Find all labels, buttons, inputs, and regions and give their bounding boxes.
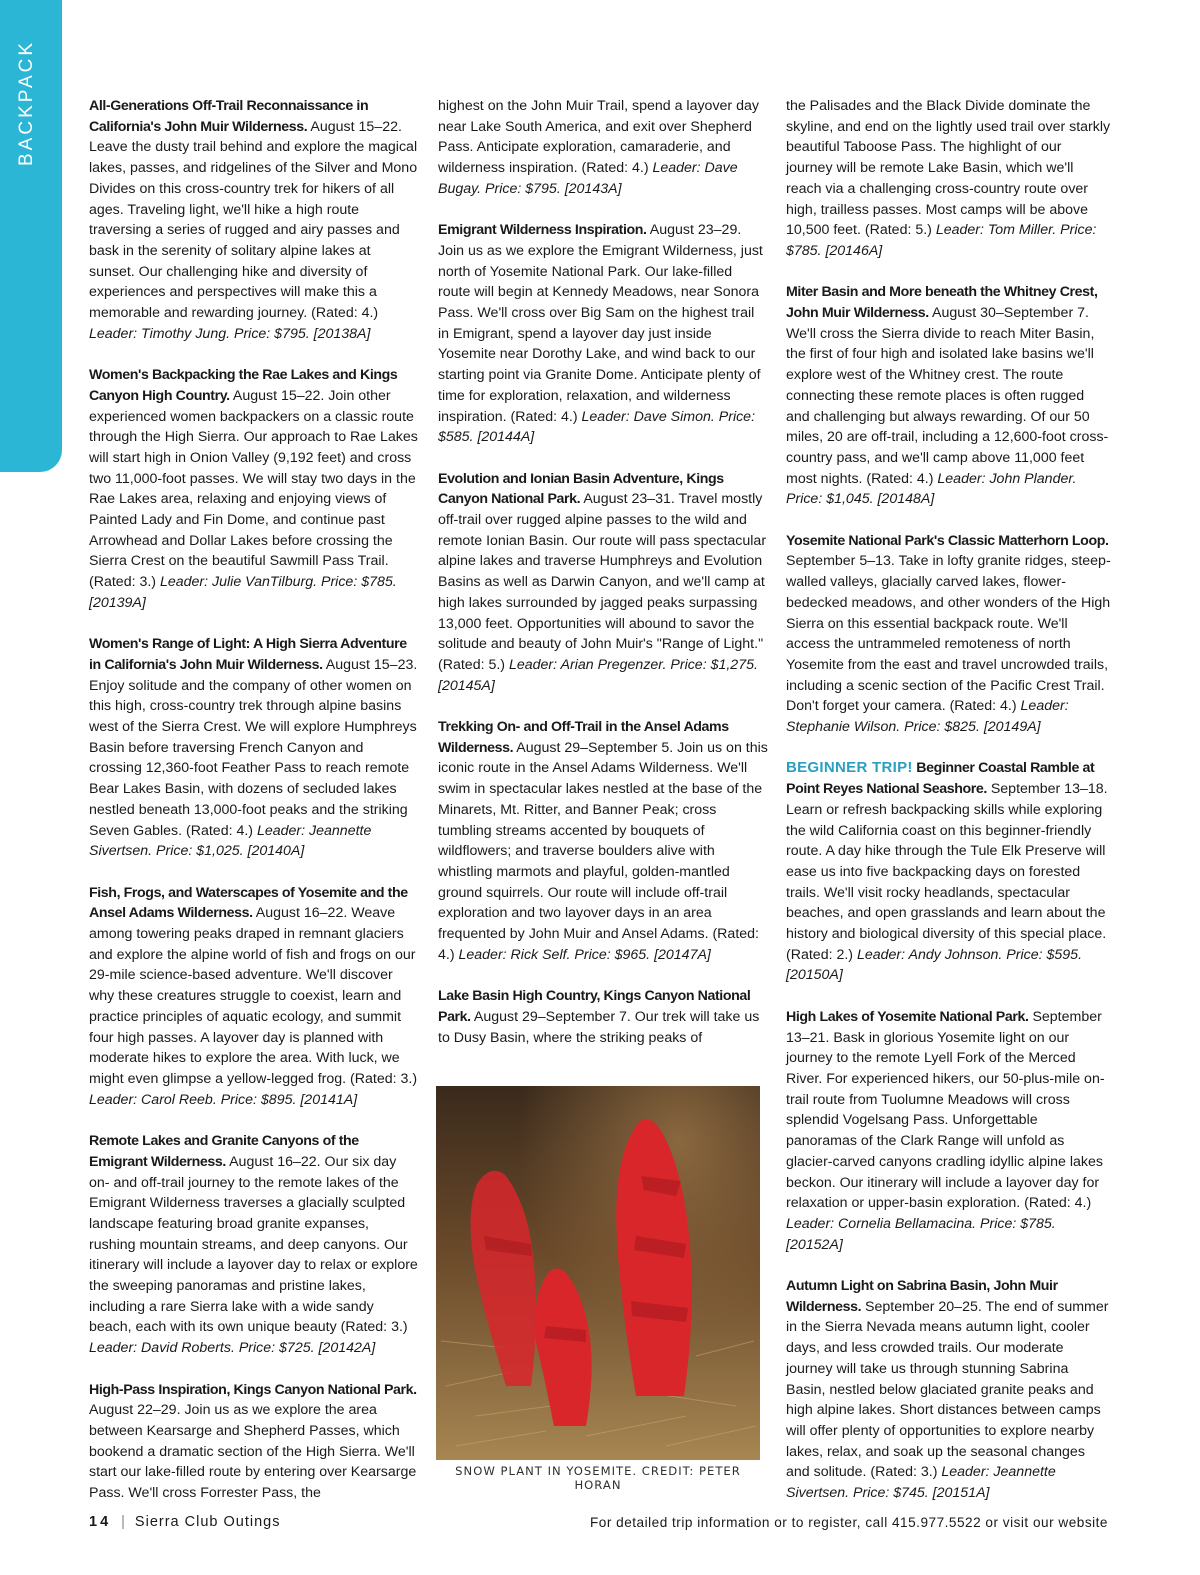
trip-description: September 13–21. Bask in glorious Yosemite light on our journey to the remote Lyell Fork of the Merced River. For experienced hikers, our 50-plus-mile on-trail route from Tuolumne Meadows will cross splendid Vogelsang Pass. Unforgettable panoramas of the Clark Range will unfold as glacier-carved canyons cradling idyllic alpine lakes beckon. Our itinerary will include a layover day for relaxation or upper-basin exploration. (Rated: 4.) bbox=[786, 1008, 1105, 1212]
publication-name: Sierra Club Outings bbox=[134, 1514, 281, 1530]
trip-leader-price: Leader: Arian Pregenzer. Price: $1,275. [20145A] bbox=[438, 656, 758, 694]
page-number: 14 bbox=[89, 1514, 112, 1530]
beginner-badge: BEGINNER TRIP! bbox=[786, 759, 913, 777]
trip-title: High-Pass Inspiration, Kings Canyon National Park. bbox=[89, 1381, 417, 1398]
trip-listing bbox=[438, 220, 768, 448]
trip-leader-price: Leader: Stephanie Wilson. Price: $825. [20149A] bbox=[786, 698, 1069, 736]
trip-leader-price: Leader: Cornelia Bellamacina. Price: $785. [20152A] bbox=[786, 1215, 1056, 1253]
trip-title: High Lakes of Yosemite National Park. bbox=[786, 1008, 1029, 1025]
trip-listing bbox=[89, 1380, 419, 1504]
photo-caption: SNOW PLANT IN YOSEMITE. CREDIT: PETER HORAN bbox=[455, 1464, 741, 1492]
trip-title: Women's Backpacking the Rae Lakes and Kings Canyon High Country. bbox=[89, 367, 398, 404]
trip-title: Fish, Frogs, and Waterscapes of Yosemite and the Ansel Adams Wilderness. bbox=[89, 884, 408, 922]
trip-description: August 23–29. Join us as we explore the Emigrant Wilderness, just north of Yosemite National Park. Our lake-filled route will begin at Kennedy Meadows, near Sonora Pass. We'll cross over Big Sam on the highest trail in Emigrant, spend a layover day just inside Yosemite near Dorothy Lake, and wind back to our starting point via Granite Dome. Anticipate plenty of time for exploration, relaxation, and wilderness inspiration. (Rated: 4.) bbox=[438, 222, 763, 425]
column-3 bbox=[786, 96, 1111, 1524]
trip-description: August 22–29. Join us as we explore the area between Kearsarge and Shepherd Passes, which bookend a dramatic section of the High Sierra. We'll start our lake-filled route by entering over Kearsarge Pass. We'll cross Forrester Pass, the bbox=[89, 1402, 417, 1502]
trip-listing bbox=[438, 96, 768, 200]
trip-title: Beginner Coastal Ramble at Point Reyes National Seashore. bbox=[786, 760, 1095, 798]
trip-leader-price: Leader: Jeannette Sivertsen. Price: $1,025. [20140A] bbox=[89, 822, 372, 860]
trip-leader-price: Leader: Andy Johnson. Price: $595. [20150A] bbox=[786, 946, 1083, 984]
trip-leader-price: Leader: Dave Simon. Price: $585. [20144A] bbox=[438, 408, 756, 446]
trip-description: September 13–18. Learn or refresh backpacking skills while exploring the wild California coast on this beginner-friendly route. A day hike through the Tule Elk Preserve will ease us into five backpacking days on forested trails. We'll visit rocky headlands, spectacular beaches, and open grasslands and learn about the history and biological diversity of this special place. (Rated: 2.) bbox=[786, 781, 1108, 963]
trip-listing bbox=[438, 469, 768, 697]
trip-description: August 15–22. Join other experienced women backpackers on a classic route through the High Sierra. Our approach to Rae Lakes will start high in Onion Valley (9,192 feet) and cross two 11,000-foot passes. We will stay two days in the Rae Lakes area, relaxing and enjoying views of Painted Lady and Fin Dome, and continue past Arrowhead and Dollar Lakes before crossing the Sierra Crest on the beautiful Sawmill Pass Trail. (Rated: 3.) bbox=[89, 387, 418, 591]
footer-separator: | bbox=[121, 1514, 125, 1530]
trip-listing bbox=[786, 282, 1111, 510]
trip-listing bbox=[786, 96, 1111, 262]
trip-listing bbox=[786, 531, 1111, 738]
trip-description: highest on the John Muir Trail, spend a layover day near Lake South America, and exit over Shepherd Pass. Anticipate exploration, camaraderie, and wilderness inspiration. (Rated: 4.) bbox=[438, 98, 759, 177]
footer-left bbox=[89, 1514, 280, 1530]
trip-description: August 23–31. Travel mostly off-trail over rugged alpine passes to the wild and remote Ionian Basin. Our route will pass spectacular alpine lakes and traverse Humphreys and Evolution Basins as well as Darwin Canyon, and we'll camp at high lakes surrounded by jagged peaks surpassing 13,000 feet. Opportunities will abound to savor the solitude and beauty of John Muir's "Range of Light." (Rated: 5.) bbox=[438, 491, 767, 673]
trip-listing bbox=[89, 96, 419, 344]
trip-title: Trekking On- and Off-Trail in the Ansel Adams Wilderness. bbox=[438, 719, 729, 756]
trip-listing bbox=[89, 365, 419, 613]
trip-title: Evolution and Ionian Basin Adventure, Kings Canyon National Park. bbox=[438, 470, 724, 508]
trip-title: All-Generations Off-Trail Reconnaissance in California's John Muir Wilderness. bbox=[89, 98, 369, 135]
trip-title: Emigrant Wilderness Inspiration. bbox=[438, 222, 647, 239]
snow-plant-photo bbox=[436, 1086, 760, 1460]
trip-leader-price: Leader: Carol Reeb. Price: $895. [20141A] bbox=[89, 1091, 358, 1108]
trip-leader-price: Leader: Tom Miller. Price: $785. [20146A] bbox=[786, 222, 1097, 259]
trip-description: August 15–22. Leave the dusty trail behind and explore the magical lakes, passes, and ridgelines of the Silver and Mono Divides on this cross-country trek for hikers of all ages. Traveling light, we'll hike a high route traversing a series of rugged and airy passes and bask in the serenity of solitary alpine lakes at sunset. Our challenging hike and diversity of experiences and perspectives will make this a memorable and rewarding journey. (Rated: 4.) bbox=[89, 118, 418, 322]
trip-title: Women's Range of Light: A High Sierra Adventure in California's John Muir Wilderness. bbox=[89, 636, 407, 673]
trip-description: August 15–23. Enjoy solitude and the company of other women on this high, cross-country trek through alpine basins west of the Sierra Crest. We will explore Humphreys Basin before traversing French Canyon and crossing 12,360-foot Feather Pass to reach remote Bear Lakes Basin, with dozens of secluded lakes nestled beneath 13,000-foot peaks and the striking Seven Gables. (Rated: 4.) bbox=[89, 656, 418, 839]
trip-listing bbox=[89, 1131, 419, 1359]
trip-description: September 20–25. The end of summer in the Sierra Nevada means autumn light, cooler days, and less crowded trails. Our moderate journey will take us through stunning Sabrina Basin, nestled below glaciated granite peaks and high alpine lakes. Short distances between camps will offer plenty of opportunities to explore nearby lakes, relax, and soak up the seasonal changes and solitude. (Rated: 3.) bbox=[786, 1298, 1109, 1481]
trip-description: August 30–September 7. We'll cross the Sierra divide to reach Miter Basin, the first of four high and isolated lake basins we'll explore west of the Whitney crest. The route connecting these remote places is often rugged and challenging but always rewarding. Of our 50 miles, 20 are off-trail, including a 12,600-foot cross-country pass, and we'll camp above 11,000 feet most nights. (Rated: 4.) bbox=[786, 305, 1109, 487]
footer-note: For detailed trip information or to register, call 415.977.5522 or visit our website bbox=[589, 1515, 1108, 1530]
trip-description: August 16–22. Weave among towering peaks draped in remnant glaciers and explore the alpine world of fish and frogs on our 29-mile science-based adventure. We'll discover why these creatures struggle to coexist, learn and practice principles of aquatic ecology, and summit four high passes. A layover day is planned with moderate hikes to explore the area. With luck, we might even glimpse a yellow-legged frog. (Rated: 3.) bbox=[89, 905, 418, 1087]
trip-title: Miter Basin and More beneath the Whitney Crest, John Muir Wilderness. bbox=[786, 284, 1098, 322]
trip-listing bbox=[786, 1276, 1111, 1504]
column-2 bbox=[438, 96, 768, 1069]
trip-description: the Palisades and the Black Divide dominate the skyline, and end on the lightly used trail over starkly beautiful Taboose Pass. The highlight of our journey will be remote Lake Basin, which we'll reach via a challenging cross-country route over high, trailless passes. Most camps will be above 10,500 feet. (Rated: 5.) bbox=[786, 98, 1111, 239]
trip-listing bbox=[438, 717, 768, 965]
trip-description: August 29–September 5. Join us on this iconic route in the Ansel Adams Wilderness. We'll swim in spectacular lakes nestled at the base of the Minarets, Mt. Ritter, and Banner Peak; cross tumbling streams accented by bouquets of wildflowers; and traverse boulders alive with whistling marmots and playful, golden-mantled ground squirrels. Our route will include off-trail exploration and two layover days in an area frequented by John Muir and Ansel Adams. (Rated: 4.) bbox=[438, 739, 768, 963]
trip-leader-price: Leader: David Roberts. Price: $725. [20142A] bbox=[89, 1340, 376, 1357]
section-tab-label: BACKPACK bbox=[16, 39, 37, 167]
trip-leader-price: Leader: Julie VanTilburg. Price: $785. [20139A] bbox=[89, 574, 397, 611]
trip-listing bbox=[438, 986, 768, 1048]
trip-description: September 5–13. Take in lofty granite ridges, steep-walled valleys, glacially carved lakes, flower-bedecked meadows, and other wonders of the High Sierra on this essential backpack route. We'll access the untrammeled remoteness of north Yosemite from the east and travel uncrowded trails, including a scenic section of the Pacific Crest Trail. Don't forget your camera. (Rated: 4.) bbox=[786, 553, 1111, 715]
trip-leader-price: Leader: John Plander. Price: $1,045. [20148A] bbox=[786, 470, 1077, 508]
trip-leader-price: Leader: Rick Self. Price: $965. [20147A] bbox=[458, 946, 711, 963]
trip-leader-price: Leader: Jeannette Sivertsen. Price: $745. [20151A] bbox=[786, 1464, 1056, 1502]
trip-description: August 29–September 7. Our trek will take us to Dusy Basin, where the striking peaks of bbox=[438, 1008, 760, 1046]
trip-description: August 16–22. Our six day on- and off-trail journey to the remote lakes of the Emigrant Wilderness traverses a glacially sculpted landscape featuring broad granite expanses, rushing mountain streams, and deep canyons. Our itinerary will include a layover day to relax or explore the sweeping panoramas and pristine lakes, including a rare Sierra lake with a wide sandy beach, each with its own unique beauty (Rated: 3.) bbox=[89, 1153, 418, 1336]
trip-title: Lake Basin High Country, Kings Canyon National Park. bbox=[438, 988, 751, 1025]
trip-title: Autumn Light on Sabrina Basin, John Muir Wilderness. bbox=[786, 1278, 1058, 1315]
section-tab bbox=[0, 0, 62, 472]
trip-title: Yosemite National Park's Classic Matterhorn Loop. bbox=[786, 532, 1109, 549]
trip-listing bbox=[786, 758, 1111, 986]
trip-leader-price: Leader: Timothy Jung. Price: $795. [20138A] bbox=[89, 325, 371, 342]
trip-listing bbox=[89, 634, 419, 862]
trip-listing bbox=[786, 1007, 1111, 1255]
trip-listing bbox=[89, 883, 419, 1111]
column-1 bbox=[89, 96, 419, 1524]
trip-leader-price: Leader: Dave Bugay. Price: $795. [20143A] bbox=[438, 160, 738, 197]
trip-title: Remote Lakes and Granite Canyons of the Emigrant Wilderness. bbox=[89, 1133, 359, 1170]
